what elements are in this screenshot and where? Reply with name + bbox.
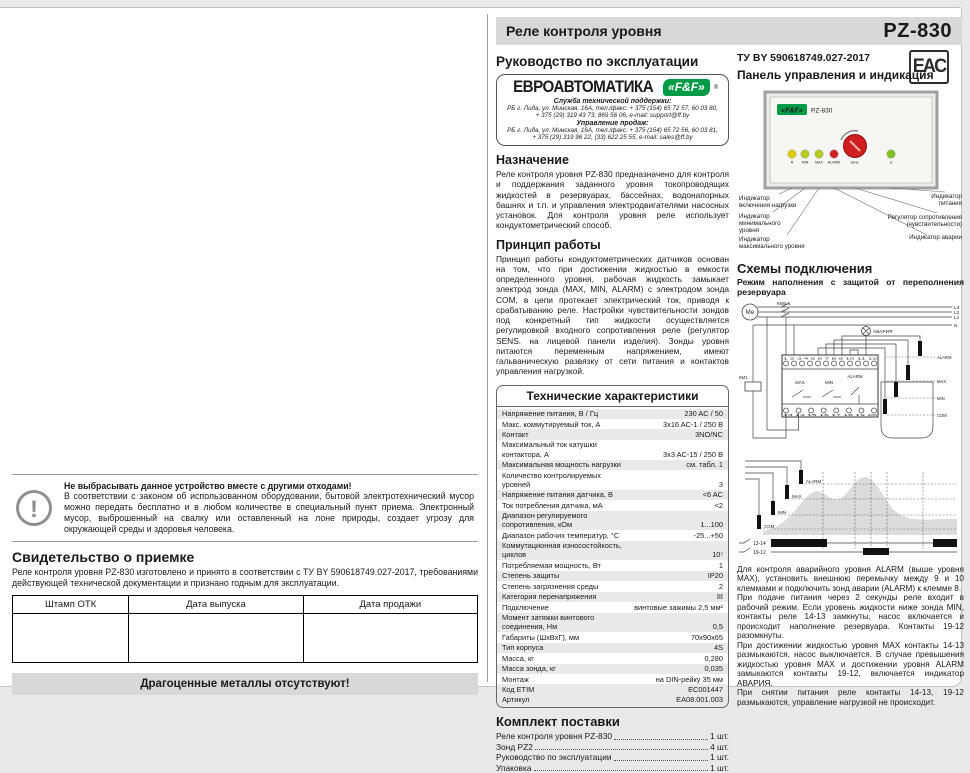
km1-coil xyxy=(745,382,761,391)
model-number: PZ-830 xyxy=(883,19,952,42)
ff-logo: «F&F» xyxy=(663,79,710,96)
spec-label: Потребляемая мощность, Вт xyxy=(502,560,601,570)
table-row xyxy=(497,500,728,510)
callout-alarm-1: Индикатор аварии xyxy=(909,234,962,241)
box-min-label: MIN xyxy=(824,379,834,385)
terminal xyxy=(808,361,813,366)
wiring-figure xyxy=(737,300,964,457)
spec-label: Напряжение питания, В / Гц xyxy=(502,409,599,419)
terminal xyxy=(792,361,797,366)
l2-label: L2 xyxy=(954,310,960,316)
spec-value: -25...+50 xyxy=(693,530,723,540)
package-item-name: Реле контроля уровня PZ-830 xyxy=(496,731,613,742)
specs-table xyxy=(497,409,728,706)
doc-title: Реле контроля уровня xyxy=(506,23,662,39)
warning-title: Не выбрасывать данное устройство вместе с другими отходами! xyxy=(64,481,352,491)
table-row xyxy=(497,613,728,633)
package-item-qty: 4 шт. xyxy=(710,741,729,752)
box-alarm-label: ALARM xyxy=(847,373,863,379)
alarm-description xyxy=(737,565,964,708)
tank-shape xyxy=(881,382,933,438)
spec-value: 1...100 xyxy=(700,520,723,530)
stamp-cell-empty xyxy=(303,613,477,662)
table-row xyxy=(497,429,728,439)
header-bar xyxy=(496,17,962,45)
left-column xyxy=(12,474,478,695)
spec-label: Ток потребления датчика, мА xyxy=(502,500,603,510)
table-row xyxy=(497,632,728,642)
specs-box xyxy=(496,385,729,709)
table-row xyxy=(497,653,728,663)
list-item xyxy=(496,763,729,773)
stamp-header-sale-date: Дата продажи xyxy=(303,595,477,613)
table-row xyxy=(497,684,728,694)
dot-leader xyxy=(535,748,708,750)
spec-label: Габариты (ШхВхГ), мм xyxy=(502,632,580,642)
spec-value: <2 xyxy=(714,500,723,510)
km1-label: КМ1 xyxy=(739,374,748,380)
spec-label: Монтаж xyxy=(502,674,529,684)
principle-text: Принцип работы кондуктометрических датчиков основан на том, что при достижении жидкостью в емкости определенного уровня, рабочая жидкость замыкает электрод зонда (MAX, MIN, ALARM) с электродом зонда COM, в цепи протекает электрический ток, приводя к срабатыванию реле. Настройки чувствительности зондов под конкретный тип жидкости осуществляется регулировкой входного сопротивления реле (регулятор SENS. на лицевой панели изделия). Зонды уровня питаются переменным напряжением, имеют гальваническую развязку от сети питания и контактов управления нагрузкой. xyxy=(496,253,729,377)
package-section xyxy=(496,714,729,773)
terminal xyxy=(840,361,845,366)
callout-max-1: Индикатор xyxy=(739,236,770,243)
spec-value: 3NO/NC xyxy=(695,429,723,439)
tank-min-label: MIN xyxy=(937,395,945,401)
panel-heading: Панель управления и индикация xyxy=(737,68,934,82)
spec-value: 3x16 AC-1 / 250 В xyxy=(663,419,723,429)
spec-value: на DIN-рейку 35 мм xyxy=(655,674,723,684)
sales-line-1: РБ г. Лида, ул. Минская, 16А, тел./факс: + 375 (154) 65 72 56, 60 03 81, xyxy=(507,127,718,134)
stamp-header-issue-date: Дата выпуска xyxy=(129,595,303,613)
table-row xyxy=(497,664,728,674)
spec-value: 0,035 xyxy=(704,664,723,674)
spec-value: EC001447 xyxy=(688,684,723,694)
support-title: Служба технической поддержки: xyxy=(553,98,672,105)
callout-sens-1: Регулятор сопротивления xyxy=(887,214,962,221)
spec-label: Максимальная мощность нагрузки xyxy=(502,460,621,470)
alarm-paragraph-3: При достижении жидкостью уровня MAX контакты 14-13 размыкаются, насос выключается. В случае превышения жидкостью уровня MAX и достижении уровня ALARM замыкаются контакты 19-12, включается индикатор АВАРИЯ. xyxy=(737,640,964,688)
min-probe xyxy=(894,382,898,397)
dot-leader xyxy=(614,759,709,761)
right-column xyxy=(737,52,964,707)
led-min-icon xyxy=(801,150,809,158)
panel-illustration xyxy=(737,84,964,252)
spec-value: 10⁷ xyxy=(712,550,723,560)
supply-drops xyxy=(786,317,794,360)
terminal xyxy=(824,361,829,366)
table-row xyxy=(13,613,478,662)
motor-label: Ме xyxy=(745,309,755,316)
spec-value: 0,5 xyxy=(712,622,723,632)
sales-title: Управление продаж: xyxy=(576,120,649,127)
table-row xyxy=(497,674,728,684)
terminal xyxy=(832,361,837,366)
timing-diagram xyxy=(737,457,964,555)
led-alarm-icon xyxy=(830,150,838,158)
warning-body: В соответствии с законом об использованном оборудовании, бытовой электротехнический мусор можно передать бесплатно и в любом количестве в специальный пункт приема. Электронный мусор, выброшенный на свалку или оставленный на лоне природы, создает угрозу для окружающей среды и здоровья человека. xyxy=(64,491,474,534)
spec-value: <6 AC xyxy=(702,490,723,500)
support-line-1: РБ г. Лида, ул. Минская, 16А, тел./факс: + 375 (154) 65 72 57, 60 03 80, xyxy=(507,105,718,112)
spec-label: Масса зонда, кг xyxy=(502,664,556,674)
spec-label: Артикул xyxy=(502,695,530,705)
spec-value: 230 AC / 50 xyxy=(684,409,723,419)
terminal xyxy=(872,361,877,366)
registered-mark: ® xyxy=(713,84,719,91)
alarm-paragraph-1: Для контроля аварийного уровня ALARM (выше уровня MAX), установить внешнюю перемычку между 9 и 10 клеммами и подключить зонд аварии (ALARM) к клемме 8. xyxy=(737,564,964,593)
spec-label: Макс. коммутируемый ток, А xyxy=(502,419,601,429)
table-row xyxy=(497,571,728,581)
table-row xyxy=(497,470,728,490)
wiring-diagram xyxy=(737,300,964,452)
terminal xyxy=(864,361,869,366)
brand-box xyxy=(496,74,729,146)
timing-min-label: MIN xyxy=(778,509,787,515)
bottom-terminal-numbers: 13 14 15 16 17 18 19 20 xyxy=(783,412,878,417)
device-model-text: PZ-830 xyxy=(811,107,833,115)
contact-glyphs xyxy=(739,539,750,552)
spec-value: III xyxy=(716,592,723,602)
spec-value: 3x3 AC-15 / 250 В xyxy=(663,449,723,459)
timing-max-label: MAX xyxy=(792,493,802,499)
callout-line xyxy=(855,188,937,213)
package-heading: Комплект поставки xyxy=(496,714,620,730)
brand-name: ЕВРОАВТОМАТИКА xyxy=(512,78,653,96)
support-line-2: + 375 (29) 319 43 73, 869 56 06, e-mail: support@ff.by xyxy=(535,112,690,119)
terminal xyxy=(784,361,789,366)
led-load-icon xyxy=(788,150,796,158)
table-row xyxy=(497,541,728,561)
alarm-probe xyxy=(918,341,922,356)
n-label: N xyxy=(954,323,958,329)
purpose-text: Реле контроля уровня PZ-830 предназначено для контроля и поддержания заданного уровня токопроводящих жидкостей в резервуарах, бассейнах, водонапорных башнях и т.п. и управления электродвигателями насосных установок. Для контроля уровня реле использует кондуктометрический способ. xyxy=(496,169,729,231)
exclamation-icon: ! xyxy=(16,490,52,526)
l3-label: L3 xyxy=(954,305,960,311)
spec-label: Коммутационная износостойкость, циклов xyxy=(502,541,622,560)
callout-min-3: уровня xyxy=(739,227,759,234)
km11-label: КМ1.1 xyxy=(777,301,791,307)
terminal xyxy=(800,361,805,366)
callout-load-1: Индикатор xyxy=(739,195,770,202)
alarm-probe xyxy=(799,470,803,484)
led-label-r: R xyxy=(790,160,794,165)
schemes-subtitle: Режим наполнения с защитой от переполнения резервуара xyxy=(737,277,964,298)
max-probe xyxy=(906,365,910,380)
spec-label: Диапазон рабочих температур, °С xyxy=(502,530,620,540)
table-row xyxy=(497,592,728,602)
dot-leader xyxy=(534,769,709,771)
timing-alarm-label: ALARM xyxy=(806,478,822,484)
tank-max-label: MAX xyxy=(937,378,947,384)
spec-label: Момент затяжки винтового соединения, Нм xyxy=(502,613,595,632)
liquid-level-area xyxy=(763,477,957,535)
min-probe xyxy=(771,501,775,515)
alarm-lamp-label: АВАРИЯ xyxy=(873,329,893,335)
spec-value: 1 xyxy=(718,560,723,570)
manual-title: Руководство по эксплуатации xyxy=(496,54,699,69)
table-row xyxy=(497,581,728,591)
eac-mark-icon: EAC xyxy=(909,50,949,84)
terminal xyxy=(848,361,853,366)
spec-label: Масса, кг xyxy=(502,653,534,663)
dot-leader xyxy=(614,738,708,740)
principle-heading: Принцип работы xyxy=(496,237,601,252)
timing-figure xyxy=(737,457,964,560)
callout-sens-2: (чувствительности) xyxy=(906,221,962,228)
table-row xyxy=(497,440,728,460)
table-row xyxy=(497,643,728,653)
package-item-qty: 1 шт. xyxy=(710,762,729,773)
terminal xyxy=(816,361,821,366)
spec-label: Степень защиты xyxy=(502,571,560,581)
no-precious-metals-banner: Драгоценные металлы отсутствуют! xyxy=(12,673,478,695)
column-divider xyxy=(487,14,488,682)
knob-label-sens: sens. xyxy=(850,160,860,165)
spec-label: Контакт xyxy=(502,429,529,439)
table-row xyxy=(497,490,728,500)
spec-value: 2 xyxy=(718,581,723,591)
warning-text-block xyxy=(64,481,474,535)
tank-com-label: COM xyxy=(937,412,947,418)
track2-bar-on xyxy=(863,548,889,555)
table-row xyxy=(497,460,728,470)
specs-title: Технические характеристики xyxy=(497,386,728,407)
timing-com-label: COM xyxy=(764,523,775,529)
schemes-heading: Схемы подключения xyxy=(737,261,873,276)
callout-load-2: включения нагрузки xyxy=(739,202,797,209)
max-probe xyxy=(785,485,789,499)
table-row xyxy=(13,595,478,613)
stamp-table xyxy=(12,595,478,663)
spec-label: Диапазон регулируемого сопротивления, кОм xyxy=(502,511,588,530)
stamp-header-otk: Штамп ОТК xyxy=(13,595,129,613)
top-terminal-numbers: 1 2 3 4 5 6 7 8 9 10 11 12 xyxy=(783,356,878,361)
callout-power-1: Индикатор xyxy=(931,193,962,200)
spec-label: Максимальный ток катушки контактора, А xyxy=(502,440,597,459)
led-label-min: MIN xyxy=(801,160,809,165)
sales-line-2: + 375 (29) 319 96 22, (33) 622 25 55, e-mail: sales@ff.by xyxy=(532,134,693,141)
callout-min-1: Индикатор xyxy=(739,213,770,220)
box-max-label: MAX xyxy=(795,379,805,385)
list-item xyxy=(496,752,729,763)
package-item-qty: 1 шт. xyxy=(710,752,729,763)
callout-max-2: максимального уровня xyxy=(739,243,805,250)
package-item-name: Упаковка xyxy=(496,762,532,773)
callout-power-2: питания xyxy=(938,200,962,207)
list-item xyxy=(496,731,729,742)
tu-number: ТУ BY 590618749.027-2017 xyxy=(737,52,871,64)
spec-value: EA08.001.003 xyxy=(676,695,723,705)
spec-value: 0,280 xyxy=(704,653,723,663)
track1-label: 13-14 xyxy=(753,540,766,547)
spec-label: Степень загрязнения среды xyxy=(502,581,599,591)
table-row xyxy=(497,695,728,705)
spec-label: Категория перенапряжения xyxy=(502,592,597,602)
com-probe xyxy=(757,515,761,529)
spec-label: Напряжение питания датчика, В xyxy=(502,490,613,500)
spec-value: IP20 xyxy=(707,571,723,581)
purpose-heading: Назначение xyxy=(496,153,569,167)
track1-bar-on2 xyxy=(933,539,957,547)
spec-value: винтовые зажимы 2,5 мм² xyxy=(634,602,723,612)
alarm-paragraph-2: При подаче питания через 2 секунды реле входит в рабочий режим. Если уровень жидкости ниже зонда MIN, контакты реле 14-13 замкнуты, насос включается и происходит наполнение резервуара. Контакты 19-12 разомкнуты. xyxy=(737,593,964,641)
led-max-icon xyxy=(815,150,823,158)
callout-min-2: минимального xyxy=(739,220,781,227)
spec-value: 70x90x65 xyxy=(690,632,723,642)
callout-line xyxy=(787,188,819,235)
spec-value: см. табл. 1 xyxy=(686,460,723,470)
led-label-max: MAX xyxy=(815,160,823,165)
stamp-cell-empty xyxy=(13,613,129,662)
l1-label: L1 xyxy=(954,315,960,321)
led-power-icon xyxy=(887,150,895,158)
package-item-name: Руководство по эксплуатации xyxy=(496,752,612,763)
spec-label: Подключение xyxy=(502,602,549,612)
list-item xyxy=(496,742,729,753)
table-row xyxy=(497,409,728,419)
table-row xyxy=(497,511,728,531)
spec-label: Код ETIM xyxy=(502,684,535,694)
spec-label: Тип корпуса xyxy=(502,643,544,653)
terminal xyxy=(856,361,861,366)
acceptance-text: Реле контроля уровня PZ-830 изготовлено и принято в соответствии с ТУ BY 590618749.027-2017, требованиями действующей технической документации и признано годным для эксплуатации. xyxy=(12,566,478,588)
table-row xyxy=(497,419,728,429)
device-logo-text: «F&F» xyxy=(781,107,803,115)
led-label-alarm: ALARM xyxy=(827,160,841,165)
track1-bar-on1 xyxy=(771,539,827,547)
middle-column xyxy=(496,54,729,773)
disposal-warning xyxy=(12,474,478,542)
panel-figure xyxy=(737,84,964,257)
spec-label: Количество контролируемых уровней xyxy=(502,470,601,489)
tank-alarm-label: ALARM xyxy=(937,354,952,360)
track2-label: 19-12 xyxy=(753,549,766,555)
acceptance-heading: Свидетельство о приемке xyxy=(12,548,195,565)
brand-row xyxy=(500,78,725,97)
table-row xyxy=(497,560,728,570)
stamp-cell-empty xyxy=(129,613,303,662)
spec-value: 4S xyxy=(713,643,723,653)
led-label-u: U xyxy=(889,160,893,165)
spec-value: 3 xyxy=(718,479,723,489)
table-row xyxy=(497,530,728,540)
package-item-qty: 1 шт. xyxy=(710,731,729,742)
alarm-paragraph-4: При снятии питания реле контакты 14-13, 19-12 размыкаются, управление нагрузкой не происходит. xyxy=(737,688,964,707)
com-probe xyxy=(883,399,887,414)
package-item-name: Зонд PZ2 xyxy=(496,741,533,752)
table-row xyxy=(497,602,728,612)
